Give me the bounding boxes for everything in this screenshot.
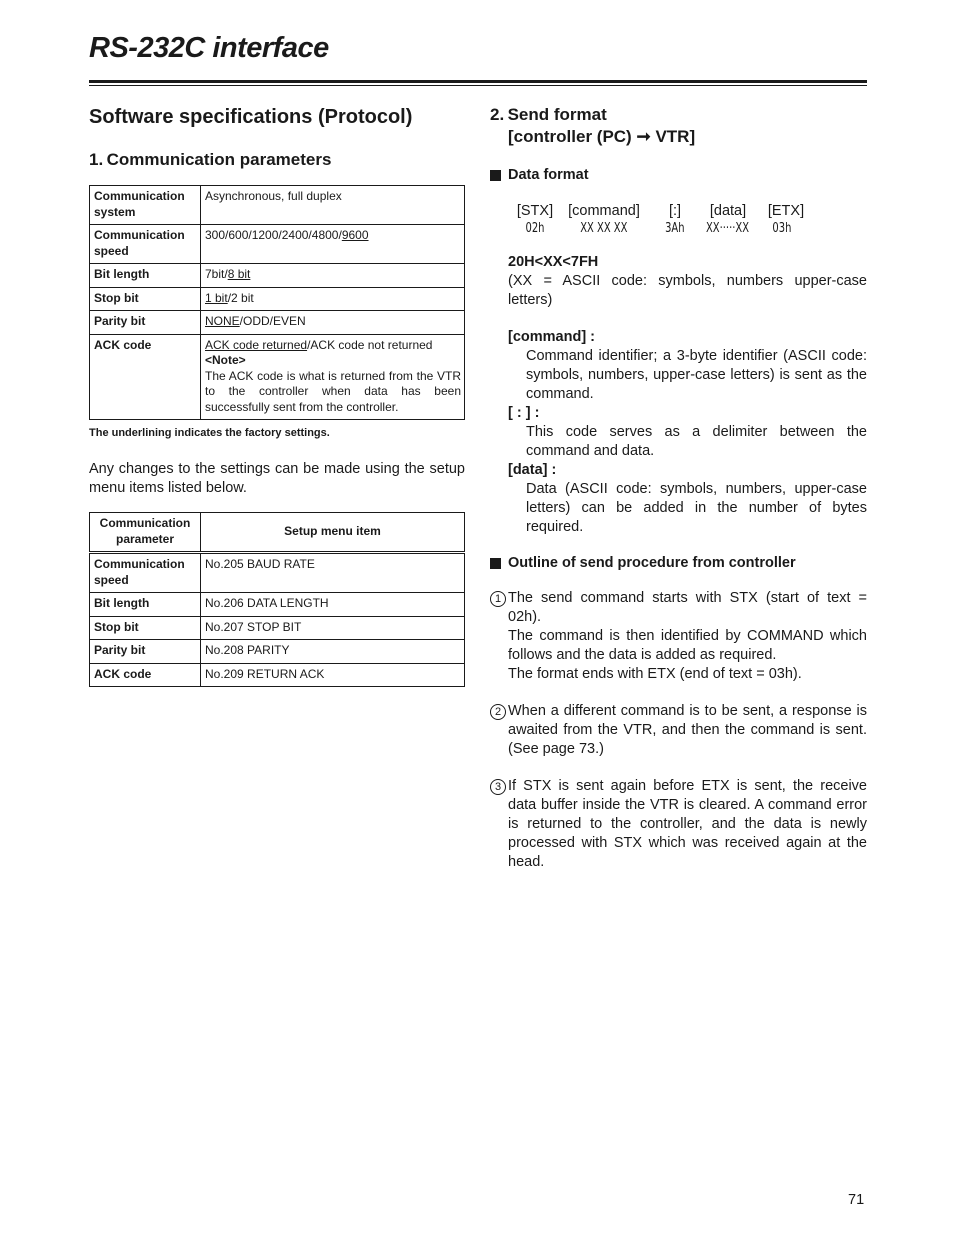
- format-fields-row: [515, 203, 867, 219]
- table-row: [90, 334, 465, 420]
- left-column: [89, 104, 465, 687]
- note-text: The ACK code is what is returned from the VTR to the controller when data has been successfully sent from the controller.: [205, 368, 461, 414]
- param-key: ACK code: [90, 334, 201, 420]
- setup-param: Communication speed: [90, 553, 201, 593]
- page-number: 71: [848, 1192, 865, 1208]
- setup-item: No.206 DATA LENGTH: [201, 593, 465, 617]
- param-value: ACK code returned/ACK code not returned <Note> The ACK code is what is returned from the VTR to the controller when data has been successfully sent from the controller.: [201, 334, 465, 420]
- list-item: 2 When a different command is to be sent, a response is awaited from the VTR, and then the command is sent. (See page 73.): [490, 702, 867, 759]
- factory-settings-footnote: The underlining indicates the factory settings.: [89, 427, 330, 439]
- format-value: 03h: [772, 221, 792, 236]
- param-value: NONE/ODD/EVEN: [201, 311, 465, 335]
- data-format-heading: Data format: [490, 167, 867, 183]
- arrow-right-icon: ➞: [636, 127, 651, 146]
- setup-item: No.205 BAUD RATE: [201, 553, 465, 593]
- table-row: [90, 287, 465, 311]
- colon-label: [ : ] :: [508, 405, 540, 421]
- command-label: [command] :: [508, 329, 595, 345]
- param-key: Bit length: [90, 264, 201, 288]
- factory-default: NONE: [205, 314, 240, 328]
- format-value: XX·····XX: [705, 221, 750, 236]
- command-desc: Command identifier; a 3-byte identifier (ASCII code: symbols, numbers, upper-case letters) is sent as the command.: [526, 348, 867, 402]
- table-header-row: [90, 513, 465, 553]
- param-value: 300/600/1200/2400/4800/9600: [201, 225, 465, 264]
- range-desc: (XX = ASCII code: symbols, numbers upper-case letters): [508, 273, 867, 308]
- data-desc: Data (ASCII code: symbols, numbers, upper-case letters) can be added in the number of bytes required.: [526, 481, 867, 535]
- param-key: Stop bit: [90, 287, 201, 311]
- setup-param: Parity bit: [90, 640, 201, 664]
- table-row: [90, 225, 465, 264]
- data-label: [data] :: [508, 462, 557, 478]
- table-row: [90, 663, 465, 687]
- list-item: 1 The send command starts with STX (start of text = 02h). The command is then identified by COMMAND which follows and the data is added as required. The format ends with ETX (end of text = 03h).: [490, 589, 867, 684]
- circled-number: 1: [490, 591, 506, 607]
- setup-menu-table: [89, 512, 465, 687]
- square-bullet-icon: [490, 170, 501, 181]
- param-value: 7bit/8 bit: [201, 264, 465, 288]
- send-format-heading: 2. Send format [controller (PC) ➞ VTR]: [490, 105, 696, 146]
- setup-item: No.207 STOP BIT: [201, 616, 465, 640]
- right-column: [490, 104, 867, 872]
- format-field: [:]: [668, 203, 682, 219]
- communication-parameters-table: [89, 185, 465, 420]
- factory-default: 9600: [341, 228, 369, 242]
- format-value: 02h: [525, 221, 545, 236]
- format-field: [STX]: [516, 203, 554, 219]
- param-value: 1 bit/2 bit: [201, 287, 465, 311]
- communication-parameters-heading: 1. Communication parameters: [89, 150, 332, 169]
- table-row: [90, 640, 465, 664]
- changes-paragraph: Any changes to the settings can be made using the setup menu items listed below.: [89, 461, 465, 496]
- note-label: <Note>: [205, 353, 246, 367]
- factory-default: 8 bit: [227, 267, 251, 281]
- setup-item: No.209 RETURN ACK: [201, 663, 465, 687]
- table-row: [90, 616, 465, 640]
- table-row: [90, 186, 465, 225]
- param-key: Communication system: [90, 186, 201, 225]
- param-key: Parity bit: [90, 311, 201, 335]
- procedure-steps: [490, 589, 867, 872]
- table-row: [90, 553, 465, 593]
- header-param: Communication parameter: [90, 513, 201, 553]
- table-row: [90, 593, 465, 617]
- param-value: Asynchronous, full duplex: [201, 186, 465, 225]
- format-description: [508, 253, 867, 537]
- setup-param: ACK code: [90, 663, 201, 687]
- section-heading: Software specifications (Protocol): [89, 106, 413, 128]
- colon-desc: This code serves as a delimiter between the command and data.: [526, 424, 867, 459]
- square-bullet-icon: [490, 558, 501, 569]
- outline-heading: Outline of send procedure from controller: [490, 555, 867, 571]
- setup-param: Bit length: [90, 593, 201, 617]
- title-thin-rule: [89, 85, 867, 86]
- param-key: Communication speed: [90, 225, 201, 264]
- setup-item: No.208 PARITY: [201, 640, 465, 664]
- format-value: XX XX XX: [580, 221, 628, 236]
- circled-number: 3: [490, 779, 506, 795]
- factory-default: ACK code returned: [205, 337, 308, 352]
- circled-number: 2: [490, 704, 506, 720]
- table-row: [90, 264, 465, 288]
- range-label: 20H<XX<7FH: [508, 254, 599, 270]
- page-title: RS-232C interface: [89, 32, 329, 64]
- title-rule: [89, 80, 867, 83]
- setup-param: Stop bit: [90, 616, 201, 640]
- header-setup-item: Setup menu item: [201, 513, 465, 553]
- format-values-row: [515, 221, 814, 236]
- list-item: 3 If STX is sent again before ETX is sent, the receive data buffer inside the VTR is cleared. A command error is returned to the controller, and the data is newly processed with STX which was received again at the head.: [490, 777, 867, 872]
- format-field: [data]: [709, 203, 747, 219]
- factory-default: 1 bit: [205, 290, 228, 305]
- format-field: [command]: [568, 203, 640, 219]
- table-row: [90, 311, 465, 335]
- format-value: 3Ah: [665, 221, 685, 236]
- format-field: [ETX]: [767, 203, 805, 219]
